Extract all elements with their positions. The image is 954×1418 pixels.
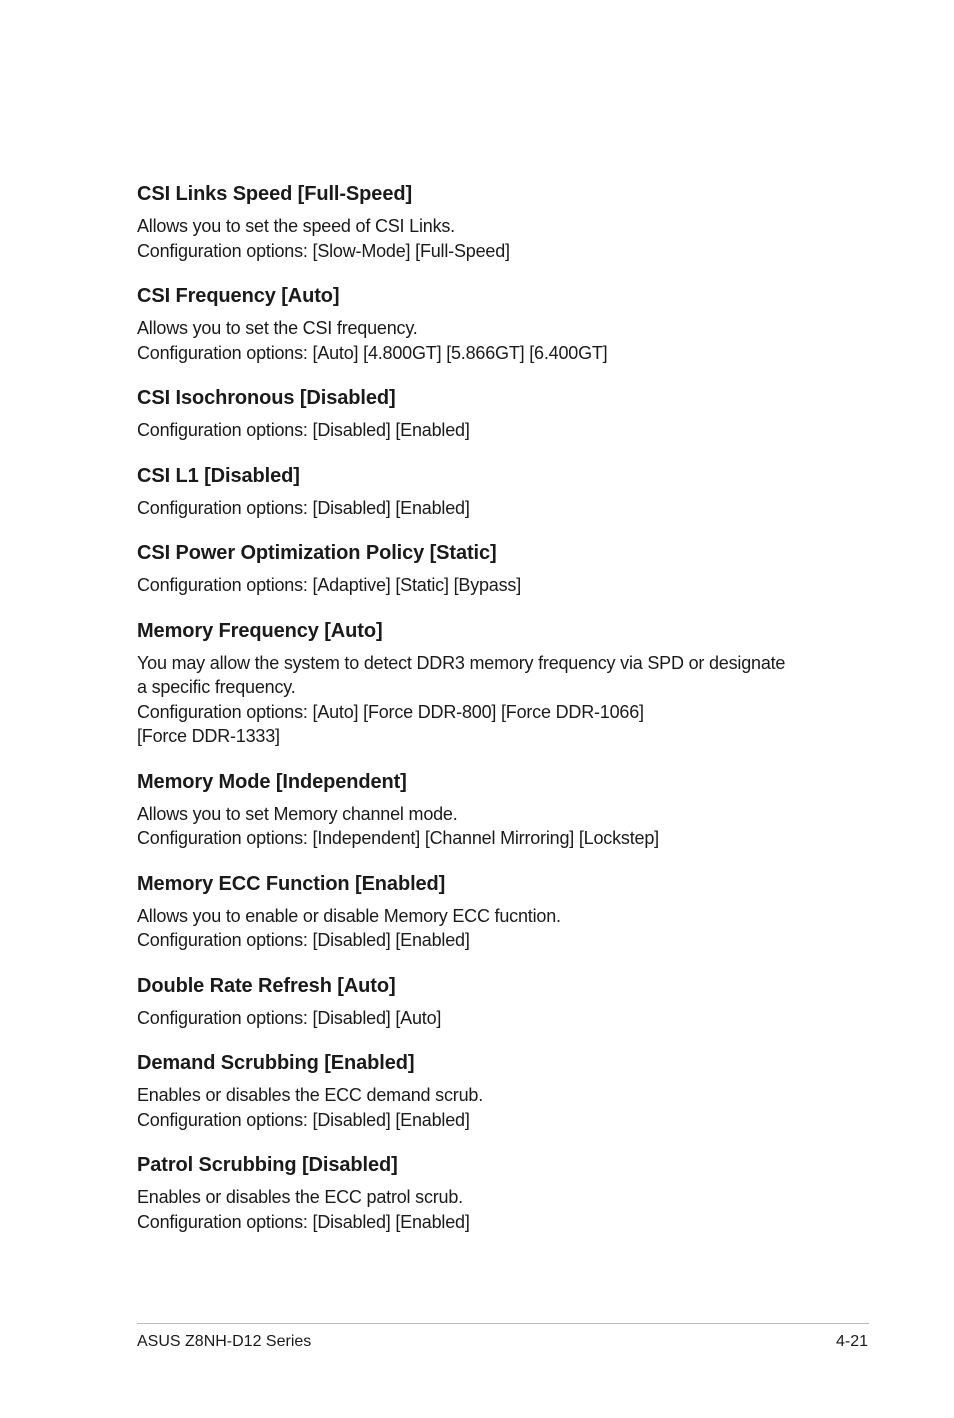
options-line: Configuration options: [Adaptive] [Static] [Bypass] [137,575,522,595]
section-body [137,418,837,443]
section-title: CSI L1 [Disabled] [137,464,300,487]
options-line: Configuration options: [Disabled] [Enabled] [137,497,470,518]
options-line: Configuration options: [Disabled] [Enabled] [137,420,470,440]
footer-product-name: ASUS Z8NH-D12 Series [137,1333,312,1350]
options-line: Configuration options: [Disabled] [Enabled] [137,930,470,950]
section-body [137,1006,837,1031]
section-title: Patrol Scrubbing [Disabled] [137,1154,398,1176]
footer-page-number: 4-21 [835,1333,868,1350]
section-patrol-scrubbing [137,1152,837,1234]
description-line: Enables or disables the ECC patrol scrub. [137,1187,463,1207]
options-line: Configuration options: [Disabled] [Enabled] [137,1109,470,1130]
section-body [137,802,837,851]
section-body [137,316,837,365]
section-body [137,214,837,263]
section-double-rate-refresh [137,973,837,1031]
section-body [137,651,837,749]
description-line: Allows you to enable or disable Memory ECC fucntion. [137,905,561,926]
section-title: Memory Mode [Independent] [137,770,407,793]
section-csi-links-speed [137,181,837,263]
section-body [137,496,837,521]
manual-content [137,181,837,1254]
section-csi-l1 [137,463,837,521]
options-line: Configuration options: [Independent] [Channel Mirroring] [Lockstep] [137,828,659,848]
description-line: You may allow the system to detect DDR3 memory frequency via SPD or designate [137,652,786,673]
section-memory-ecc [137,871,837,953]
section-csi-power-optimization [137,540,837,598]
section-body [137,1185,837,1234]
section-memory-mode [137,769,837,851]
options-line: Configuration options: [Auto] [4.800GT] [5.866GT] [6.400GT] [137,342,608,363]
section-title: Memory Frequency [Auto] [137,619,383,642]
description-line: Allows you to set Memory channel mode. [137,803,458,824]
description-line: a specific frequency. [137,677,296,697]
section-demand-scrubbing [137,1050,837,1132]
section-body [137,1083,837,1132]
section-csi-isochronous [137,385,837,443]
section-title: CSI Frequency [Auto] [137,285,340,307]
section-title: Double Rate Refresh [Auto] [137,974,396,997]
section-body [137,904,837,953]
section-memory-frequency [137,618,837,749]
options-line: Configuration options: [Slow-Mode] [Full-Speed] [137,240,510,261]
section-title: Demand Scrubbing [Enabled] [137,1052,415,1074]
section-title: CSI Links Speed [Full-Speed] [137,183,413,205]
description-line: Allows you to set the speed of CSI Links. [137,216,455,236]
footer-divider [137,1323,869,1324]
description-line: Enables or disables the ECC demand scrub. [137,1085,483,1105]
options-line: Configuration options: [Disabled] [Auto] [137,1007,442,1028]
section-csi-frequency [137,283,837,365]
options-line: [Force DDR-1333] [137,726,280,746]
description-line: Allows you to set the CSI frequency. [137,318,418,338]
options-line: Configuration options: [Auto] [Force DDR-800] [Force DDR-1066] [137,701,644,722]
section-title: CSI Isochronous [Disabled] [137,387,396,409]
section-title: Memory ECC Function [Enabled] [137,872,446,895]
options-line: Configuration options: [Disabled] [Enabled] [137,1211,470,1232]
section-title: CSI Power Optimization Policy [Static] [137,542,497,564]
section-body [137,573,837,598]
